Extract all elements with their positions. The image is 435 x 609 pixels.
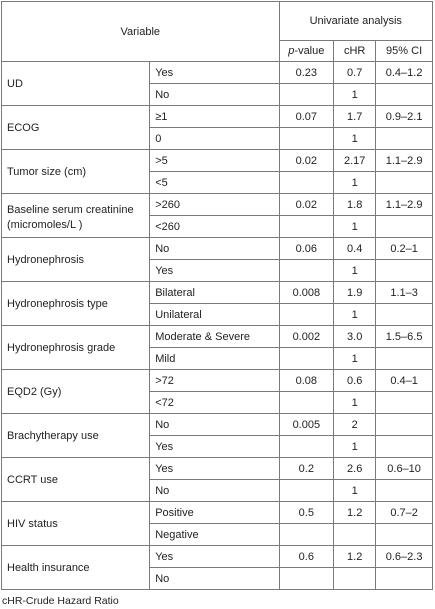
- table-row: [2, 150, 433, 172]
- header-univariate-analysis: Univariate analysis: [279, 2, 433, 41]
- table-row: [2, 414, 433, 436]
- chr-cell: 1: [334, 172, 376, 194]
- category-cell: Yes: [150, 458, 279, 480]
- chr-cell: 1.9: [334, 282, 376, 304]
- p-value-cell: [279, 216, 334, 238]
- ci-cell: [376, 568, 433, 590]
- category-cell: Moderate & Severe: [150, 326, 279, 348]
- ci-cell: [376, 348, 433, 370]
- category-cell: Mild: [150, 348, 279, 370]
- p-value-cell: [279, 568, 334, 590]
- ci-cell: [376, 392, 433, 414]
- category-cell: ≥1: [150, 106, 279, 128]
- table-body: [2, 62, 433, 590]
- p-value-cell: [279, 260, 334, 282]
- chr-cell: 1.8: [334, 194, 376, 216]
- p-value-cell: [279, 128, 334, 150]
- header-variable: Variable: [2, 2, 280, 62]
- category-cell: Yes: [150, 260, 279, 282]
- table-row: [2, 546, 433, 568]
- p-value-cell: [279, 172, 334, 194]
- header-p-value-rest: -value: [294, 45, 325, 57]
- ci-cell: 0.6–10: [376, 458, 433, 480]
- ci-cell: 1.1–2.9: [376, 194, 433, 216]
- header-chr: cHR: [334, 41, 376, 62]
- chr-cell: 0.7: [334, 62, 376, 84]
- p-value-cell: [279, 392, 334, 414]
- variable-name-cell: ECOG: [2, 106, 150, 150]
- chr-cell: 0.6: [334, 370, 376, 392]
- ci-cell: [376, 128, 433, 150]
- category-cell: No: [150, 238, 279, 260]
- category-cell: No: [150, 480, 279, 502]
- ci-cell: [376, 524, 433, 546]
- ci-cell: 0.6–2.3: [376, 546, 433, 568]
- ci-cell: [376, 216, 433, 238]
- chr-cell: 2.6: [334, 458, 376, 480]
- chr-cell: 2: [334, 414, 376, 436]
- table-row: [2, 194, 433, 216]
- chr-cell: [334, 568, 376, 590]
- variable-name-cell: Brachytherapy use: [2, 414, 150, 458]
- univariate-analysis-table: [1, 1, 433, 590]
- chr-cell: 1: [334, 480, 376, 502]
- category-cell: 0: [150, 128, 279, 150]
- chr-cell: 1.7: [334, 106, 376, 128]
- chr-cell: 1: [334, 128, 376, 150]
- ci-cell: 0.4–1: [376, 370, 433, 392]
- p-value-cell: 0.6: [279, 546, 334, 568]
- p-value-cell: 0.23: [279, 62, 334, 84]
- ci-cell: 0.2–1: [376, 238, 433, 260]
- category-cell: >260: [150, 194, 279, 216]
- variable-name-cell: Hydronephrosis grade: [2, 326, 150, 370]
- variable-name-cell: Health insurance: [2, 546, 150, 590]
- ci-cell: [376, 84, 433, 106]
- header-95-ci: 95% CI: [376, 41, 433, 62]
- variable-name-cell: Hydronephrosis: [2, 238, 150, 282]
- table-row: [2, 106, 433, 128]
- p-value-cell: 0.005: [279, 414, 334, 436]
- chr-cell: 3.0: [334, 326, 376, 348]
- chr-cell: 1.2: [334, 546, 376, 568]
- category-cell: Positive: [150, 502, 279, 524]
- table-row: [2, 458, 433, 480]
- p-value-cell: [279, 480, 334, 502]
- category-cell: <72: [150, 392, 279, 414]
- chr-cell: 2.17: [334, 150, 376, 172]
- variable-name-cell: HIV status: [2, 502, 150, 546]
- table-row: [2, 238, 433, 260]
- footnote: cHR-Crude Hazard Ratio: [2, 595, 119, 607]
- chr-cell: 0.4: [334, 238, 376, 260]
- chr-cell: [334, 524, 376, 546]
- p-value-cell: 0.07: [279, 106, 334, 128]
- p-value-cell: [279, 84, 334, 106]
- category-cell: No: [150, 568, 279, 590]
- ci-cell: [376, 260, 433, 282]
- variable-name-cell: Hydronephrosis type: [2, 282, 150, 326]
- table-header: [2, 2, 433, 62]
- p-value-cell: [279, 524, 334, 546]
- p-value-cell: 0.02: [279, 194, 334, 216]
- table-row: [2, 282, 433, 304]
- ci-cell: 0.7–2: [376, 502, 433, 524]
- variable-name-cell: EQD2 (Gy): [2, 370, 150, 414]
- chr-cell: 1: [334, 216, 376, 238]
- variable-name-cell: Baseline serum creatinine (micromoles/L ): [2, 194, 150, 238]
- ci-cell: 0.9–2.1: [376, 106, 433, 128]
- header-p-value: [279, 41, 334, 62]
- category-cell: Unilateral: [150, 304, 279, 326]
- chr-cell: 1: [334, 84, 376, 106]
- p-value-cell: [279, 304, 334, 326]
- ci-cell: [376, 304, 433, 326]
- category-cell: <260: [150, 216, 279, 238]
- ci-cell: 1.1–2.9: [376, 150, 433, 172]
- category-cell: Yes: [150, 62, 279, 84]
- category-cell: No: [150, 84, 279, 106]
- ci-cell: 1.1–3: [376, 282, 433, 304]
- variable-name-cell: Tumor size (cm): [2, 150, 150, 194]
- category-cell: Yes: [150, 546, 279, 568]
- p-value-cell: 0.5: [279, 502, 334, 524]
- table-row: [2, 370, 433, 392]
- variable-name-cell: UD: [2, 62, 150, 106]
- p-value-cell: 0.08: [279, 370, 334, 392]
- ci-cell: 0.4–1.2: [376, 62, 433, 84]
- ci-cell: [376, 436, 433, 458]
- category-cell: Bilateral: [150, 282, 279, 304]
- category-cell: >5: [150, 150, 279, 172]
- p-value-cell: 0.2: [279, 458, 334, 480]
- ci-cell: 1.5–6.5: [376, 326, 433, 348]
- ci-cell: [376, 172, 433, 194]
- category-cell: No: [150, 414, 279, 436]
- category-cell: <5: [150, 172, 279, 194]
- chr-cell: 1: [334, 260, 376, 282]
- p-value-cell: [279, 436, 334, 458]
- table-row: [2, 326, 433, 348]
- p-value-cell: 0.002: [279, 326, 334, 348]
- chr-cell: 1: [334, 348, 376, 370]
- chr-cell: 1: [334, 436, 376, 458]
- p-value-cell: 0.008: [279, 282, 334, 304]
- category-cell: Yes: [150, 436, 279, 458]
- chr-cell: 1: [334, 304, 376, 326]
- header-p-value-italic: p: [288, 45, 295, 57]
- category-cell: >72: [150, 370, 279, 392]
- ci-cell: [376, 480, 433, 502]
- ci-cell: [376, 414, 433, 436]
- table-row: [2, 62, 433, 84]
- chr-cell: 1: [334, 392, 376, 414]
- p-value-cell: [279, 348, 334, 370]
- variable-name-cell: CCRT use: [2, 458, 150, 502]
- table-row: [2, 502, 433, 524]
- chr-cell: 1.2: [334, 502, 376, 524]
- category-cell: Negative: [150, 524, 279, 546]
- p-value-cell: 0.06: [279, 238, 334, 260]
- p-value-cell: 0.02: [279, 150, 334, 172]
